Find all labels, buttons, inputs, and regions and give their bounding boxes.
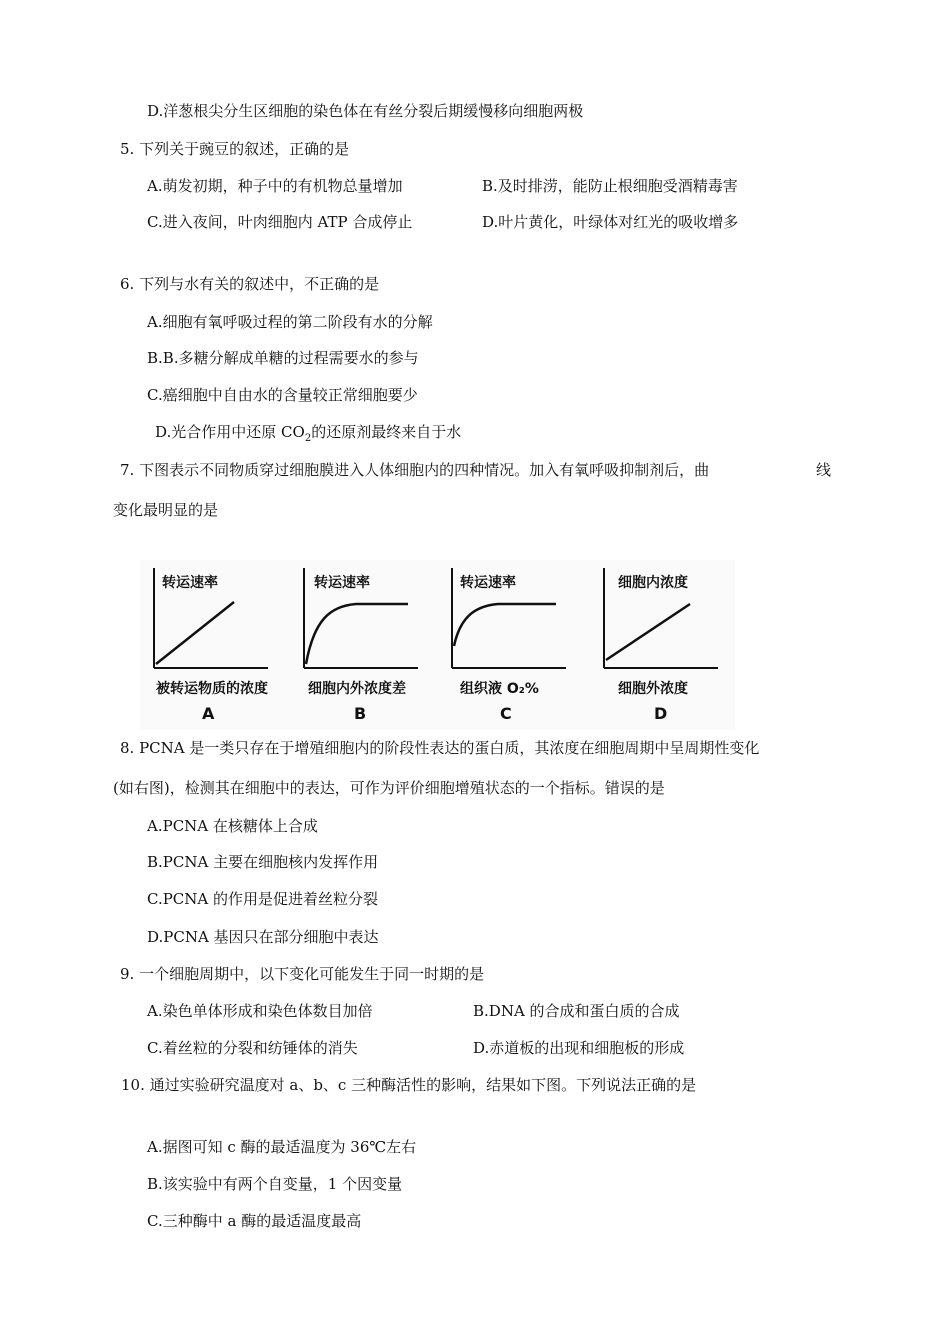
graph-a-xlabel: 被转运物质的浓度 bbox=[156, 681, 268, 697]
q6-option-d-sub: 2 bbox=[304, 433, 312, 444]
q9-option-a: A.染色单体形成和染色体数目加倍 bbox=[147, 1002, 373, 1020]
q9-stem: 9. 一个细胞周期中，以下变化可能发生于同一时期的是 bbox=[120, 965, 485, 983]
graph-c-xlabel: 组织液 O₂% bbox=[460, 681, 539, 697]
q10-option-a: A.据图可知 c 酶的最适温度为 36℃左右 bbox=[147, 1138, 417, 1156]
graph-c-curve bbox=[454, 604, 556, 646]
graph-panel-c bbox=[438, 560, 588, 730]
q8-option-a: A.PCNA 在核糖体上合成 bbox=[147, 817, 318, 835]
q8-option-b: B.PCNA 主要在细胞核内发挥作用 bbox=[147, 853, 379, 871]
q6-option-a: A.细胞有氧呼吸过程的第二阶段有水的分解 bbox=[147, 313, 433, 331]
transport-figure bbox=[140, 560, 735, 730]
graph-a-ylabel: 转运速率 bbox=[162, 575, 218, 591]
graph-c-ylabel: 转运速率 bbox=[460, 575, 516, 591]
q6-option-d bbox=[155, 422, 461, 449]
graph-d-ylabel: 细胞内浓度 bbox=[618, 575, 688, 591]
graph-b-curve bbox=[306, 604, 408, 664]
q5-option-c: C.进入夜间，叶肉细胞内 ATP 合成停止 bbox=[147, 213, 413, 231]
graph-d-label: D bbox=[654, 704, 668, 723]
q8-stem-line1: 8. PCNA 是一类只存在于增殖细胞内的阶段性表达的蛋白质，其浓度在细胞周期中呈周期性变化 bbox=[120, 739, 760, 757]
q4-option-d: D.洋葱根尖分生区细胞的染色体在有丝分裂后期缓慢移向细胞两极 bbox=[147, 102, 584, 120]
q5-option-d: D.叶片黄化，叶绿体对红光的吸收增多 bbox=[482, 213, 739, 231]
q6-option-d-post: 的还原剂最终来自于水 bbox=[311, 423, 462, 441]
graph-panel-a bbox=[140, 560, 290, 730]
q5-option-a: A.萌发初期，种子中的有机物总量增加 bbox=[147, 177, 403, 195]
graph-d-xlabel: 细胞外浓度 bbox=[618, 681, 688, 697]
graph-b-ylabel: 转运速率 bbox=[314, 575, 370, 591]
q10-stem: 10. 通过实验研究温度对 a、b、c 三种酶活性的影响，结果如下图。下列说法正确的是 bbox=[121, 1076, 697, 1094]
q10-option-c: C.三种酶中 a 酶的最适温度最高 bbox=[147, 1212, 362, 1230]
q6-option-b: B.B.多糖分解成单糖的过程需要水的参与 bbox=[147, 349, 419, 367]
q6-option-c: C.癌细胞中自由水的含量较正常细胞要少 bbox=[147, 386, 418, 404]
q9-option-c: C.着丝粒的分裂和纺锤体的消失 bbox=[147, 1039, 358, 1057]
graph-panel-d bbox=[590, 560, 740, 730]
graph-b-xlabel: 细胞内外浓度差 bbox=[308, 681, 406, 697]
q5-option-b: B.及时排涝，能防止根细胞受酒精毒害 bbox=[482, 177, 738, 195]
graph-a-curve bbox=[156, 602, 234, 664]
q6-stem: 6. 下列与水有关的叙述中，不正确的是 bbox=[120, 275, 380, 293]
q6-option-d-pre: D.光合作用中还原 CO bbox=[155, 423, 305, 441]
q8-stem-line2: (如右图)，检测其在细胞中的表达，可作为评价细胞增殖状态的一个指标。错误的是 bbox=[113, 779, 665, 797]
graph-c-label: C bbox=[500, 704, 512, 723]
graph-panel-b bbox=[290, 560, 440, 730]
q7-stem-line1: 7. 下图表示不同物质穿过细胞膜进入人体细胞内的四种情况。加入有氧呼吸抑制剂后，曲 bbox=[120, 461, 710, 479]
q10-option-b: B.该实验中有两个自变量，1 个因变量 bbox=[147, 1175, 403, 1193]
q7-stem-line2: 变化最明显的是 bbox=[113, 501, 219, 519]
graph-a-label: A bbox=[202, 704, 215, 723]
q9-option-b: B.DNA 的合成和蛋白质的合成 bbox=[473, 1002, 680, 1020]
q5-stem: 5. 下列关于豌豆的叙述，正确的是 bbox=[120, 140, 350, 158]
graph-b-label: B bbox=[354, 704, 367, 723]
q8-option-d: D.PCNA 基因只在部分细胞中表达 bbox=[147, 928, 379, 946]
q7-stem-gap-char: 线 bbox=[816, 461, 832, 479]
q8-option-c: C.PCNA 的作用是促进着丝粒分裂 bbox=[147, 890, 379, 908]
q9-option-d: D.赤道板的出现和细胞板的形成 bbox=[473, 1039, 685, 1057]
graph-d-curve bbox=[606, 604, 690, 660]
